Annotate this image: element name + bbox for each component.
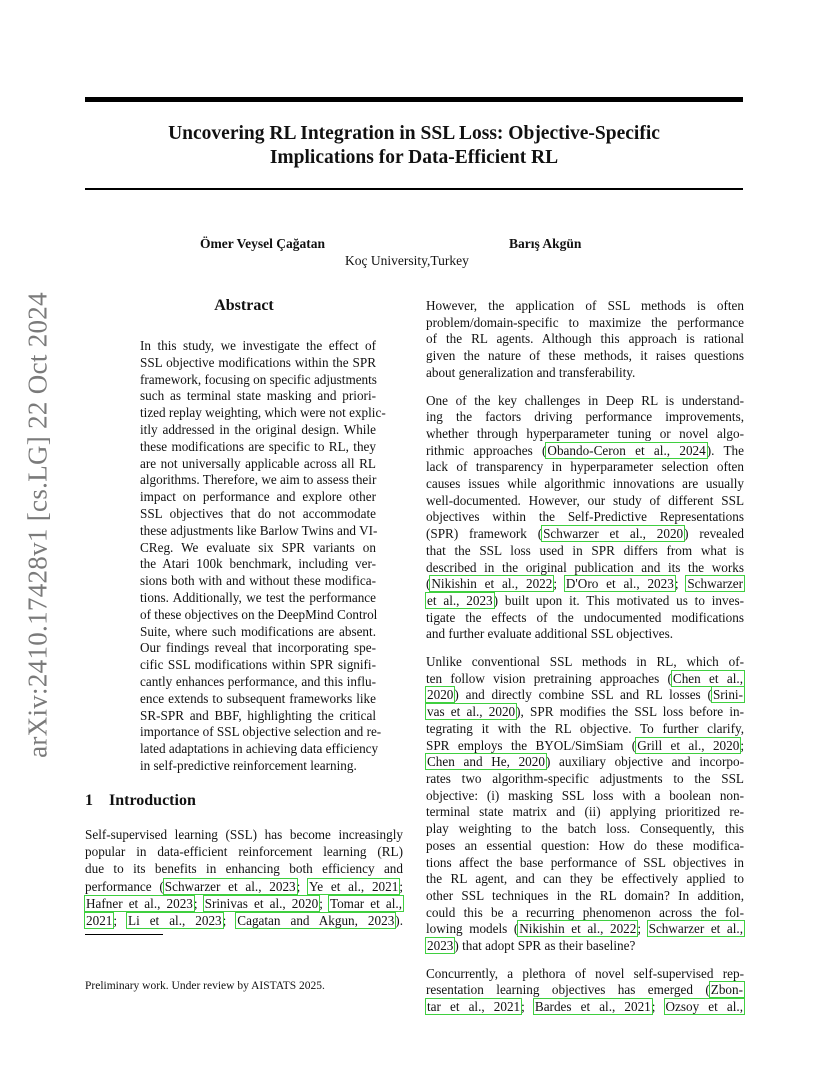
text-run: ) that adopt SPR as their baseline?	[454, 938, 636, 954]
text-line	[426, 771, 744, 788]
text-line	[426, 298, 744, 315]
text-run: are not universally applicable across all RL	[140, 455, 376, 471]
text-run: However, the application of SSL methods is often	[426, 298, 744, 313]
text-line	[85, 826, 403, 843]
paragraph	[426, 966, 744, 1016]
text-run: of these objectives on the DeepMind Control	[140, 606, 378, 622]
text-run: poses an essential question: How do these modifica-	[426, 837, 744, 853]
text-run: Concurrently, a plethora of novel self-supervised rep-	[426, 965, 744, 981]
text-run: other SSL techniques in the RL domain? In addition,	[426, 887, 744, 903]
text-line	[426, 315, 744, 332]
text-run: tions affect the base performance of SSL objectives in	[426, 854, 744, 870]
author-name: Ömer Veysel Çağatan	[200, 236, 325, 251]
citation-link[interactable]: Schwarzer et al., 2020	[543, 526, 684, 542]
text-run: could this be a recurring phenomenon across the fol-	[426, 904, 744, 920]
text-run: rithmic approaches (	[426, 442, 547, 458]
text-run: due to its benefits in enhancing both efficiency and	[85, 861, 403, 877]
text-line	[426, 982, 744, 999]
text-line	[426, 738, 744, 755]
section-number: 1	[85, 792, 93, 809]
title-line: Implications for Data-Efficient RL	[269, 147, 559, 168]
title-rule-bottom	[85, 188, 743, 190]
text-run: ;	[319, 895, 329, 911]
citation-link[interactable]: Schwarzer et al., 2023	[164, 878, 296, 894]
text-run: In this study, we investigate the effect of	[140, 338, 376, 353]
text-line	[140, 640, 376, 657]
text-run: ;	[553, 576, 565, 592]
text-run: ;	[637, 921, 648, 937]
text-run: ) and directly combine SSL and RL losses (	[454, 687, 712, 703]
text-run: sions both with and without these modifica-	[140, 573, 376, 589]
text-run: ;	[296, 878, 309, 894]
citation-link[interactable]: tar et al., 2021	[427, 999, 521, 1015]
text-line	[426, 838, 744, 855]
text-run: ;	[674, 576, 687, 592]
text-line	[426, 654, 744, 671]
text-line	[426, 721, 744, 738]
text-run: ) built upon it. This motivated us to inves-	[493, 592, 744, 608]
text-line	[426, 560, 744, 577]
text-line	[426, 409, 744, 426]
section-heading	[85, 792, 196, 810]
text-run: impact on performance and explore other	[140, 489, 376, 505]
text-run: terminal state matrix and (ii) applying prioritized re-	[426, 804, 744, 820]
text-line	[140, 372, 376, 389]
text-line	[140, 590, 376, 607]
text-line	[426, 576, 744, 593]
citation-link[interactable]: Hafner et al., 2023	[86, 895, 193, 911]
text-line	[140, 388, 376, 405]
paragraph	[426, 393, 744, 644]
text-run: popular in data-efficient reinforcement learning (RL)	[85, 844, 403, 860]
text-run: causes issues while algorithmic innovations are usually	[426, 476, 744, 492]
paragraph	[426, 298, 744, 382]
text-run: lack of transparency in hyperparameter selection often	[426, 459, 744, 475]
text-line	[426, 966, 744, 983]
text-line	[140, 724, 382, 741]
text-line	[140, 355, 376, 372]
text-run: SSL objective modifications within the SPR	[140, 354, 376, 370]
text-line	[140, 573, 376, 590]
text-run: about generalization and transferability.	[426, 364, 636, 380]
author-affiliation: Koç University,Turkey	[345, 253, 469, 268]
text-line	[426, 704, 744, 721]
text-run: ing the factors driving performance improvements,	[426, 409, 744, 425]
paragraph	[426, 654, 744, 955]
text-run: performance (	[85, 878, 164, 894]
text-run: ;	[651, 999, 665, 1015]
text-run: that the SSL loss used in SPR differs from what is	[426, 542, 744, 558]
text-line	[426, 459, 744, 476]
text-line	[426, 493, 744, 510]
text-run: ;	[740, 737, 744, 753]
text-run: and further evaluate additional SSL objectives.	[426, 626, 674, 642]
section-title: Introduction	[109, 792, 196, 809]
text-line	[85, 878, 403, 895]
text-line	[426, 921, 744, 938]
text-run: resentation learning objectives has emerged (	[426, 982, 710, 998]
text-run: given the nature of these methods, it raises questions	[426, 348, 744, 364]
text-run: Suite, where such modifications are absent.	[140, 623, 376, 639]
text-line	[426, 331, 744, 348]
text-run: ;	[222, 913, 237, 929]
text-run: ten follow vision pretraining approaches (	[426, 670, 672, 686]
citation-link[interactable]: 2021	[86, 913, 113, 929]
text-run: ence extends to subsequent frameworks like	[140, 690, 376, 706]
text-run: rates two algorithm-specific adjustments to the SSL	[426, 770, 744, 786]
text-line	[426, 855, 744, 872]
text-run: such as terminal state masking and priori-	[140, 388, 376, 404]
text-line	[426, 871, 744, 888]
text-run: (SPR) framework (	[426, 526, 543, 542]
text-run: these modifications are specific to RL, they	[140, 438, 376, 454]
text-line	[140, 456, 376, 473]
text-run: ;	[113, 913, 128, 929]
paper-title	[85, 122, 743, 170]
text-run: tegrating it with the RL objective. To further clarify,	[426, 720, 744, 736]
citation-link[interactable]: Li et al., 2023	[128, 913, 222, 929]
text-run: ;	[399, 878, 403, 894]
text-run: (	[426, 576, 431, 592]
text-run: SPR employs the BYOL/SimSiam (	[426, 737, 637, 753]
text-run: ) auxiliary objective and incorpo-	[545, 754, 744, 770]
text-line	[140, 523, 376, 540]
text-run: in self-predictive reinforcement learning.	[140, 757, 357, 773]
text-line	[426, 593, 744, 610]
citation-link[interactable]: D'Oro et al., 2023	[565, 576, 674, 592]
citation-link[interactable]: 2023	[427, 938, 454, 954]
text-line	[140, 489, 376, 506]
text-run: ;	[193, 895, 204, 911]
text-line	[426, 888, 744, 905]
text-line	[140, 405, 386, 422]
text-line	[426, 788, 744, 805]
citation-link[interactable]: Bardes et al., 2021	[534, 999, 651, 1015]
text-line	[140, 657, 376, 674]
citation-link[interactable]: Ozsoy et al.,	[665, 999, 743, 1015]
text-run: problem/domain-specific to maximize the performance	[426, 314, 744, 330]
text-line	[140, 607, 376, 624]
text-run: importance of SSL objective selection and re-	[140, 724, 382, 740]
text-line	[426, 348, 744, 365]
text-line	[426, 687, 744, 704]
text-line	[140, 674, 376, 691]
citation-link[interactable]: Tomar et al.,	[329, 895, 402, 911]
text-run: the RL agent, and can they be effectively applied to	[426, 871, 744, 887]
citation-link[interactable]: Schwarzer	[687, 576, 743, 592]
text-line	[426, 365, 744, 382]
text-line	[426, 671, 744, 688]
text-line	[140, 422, 376, 439]
text-line	[426, 938, 744, 955]
footnote-rule	[85, 934, 163, 935]
citation-link[interactable]: Cagatan and Akgun, 2023	[237, 913, 395, 929]
text-run: framework, focusing on specific adjustments	[140, 371, 377, 387]
text-run: One of the key challenges in Deep RL is understand-	[426, 392, 744, 408]
text-line	[140, 741, 379, 758]
text-run: SSL objectives that do not accommodate	[140, 505, 376, 521]
text-line	[140, 540, 376, 557]
text-line	[140, 472, 376, 489]
title-line: Uncovering RL Integration in SSL Loss: Objective-Specific	[168, 123, 660, 144]
text-line	[85, 912, 403, 929]
text-run: cific SSL modifications within SPR signifi-	[140, 657, 376, 673]
citation-link[interactable]: Nikishin et al., 2022	[431, 576, 553, 592]
text-run: described in the original publication and its the works	[426, 559, 744, 575]
text-run: ), SPR modifies the SSL loss before in-	[516, 704, 744, 720]
text-line	[426, 526, 744, 543]
text-run: Our findings reveal that incorporating spe-	[140, 640, 376, 656]
citation-link[interactable]: vas et al., 2020	[427, 704, 516, 720]
introduction-body	[85, 826, 403, 929]
text-run: Self-supervised learning (SSL) has become increasingly	[85, 827, 403, 842]
text-line	[426, 426, 744, 443]
text-line	[426, 476, 744, 493]
text-line	[426, 804, 744, 821]
citation-link[interactable]: Srini-	[712, 687, 743, 703]
text-run: tions. Additionally, we test the performance	[140, 589, 376, 605]
text-line	[426, 999, 744, 1016]
text-run: lowing models (	[426, 921, 519, 937]
text-line	[140, 506, 376, 523]
arxiv-identifier-text: arXiv:2410.17428v1 [cs.LG] 22 Oct 2024	[22, 292, 53, 758]
text-run: cantly enhances performance, and this influ-	[140, 673, 376, 689]
citation-link[interactable]: et al., 2023	[427, 592, 493, 608]
text-line	[426, 821, 744, 838]
text-line	[426, 626, 744, 643]
right-column	[426, 298, 744, 1027]
text-line	[140, 708, 376, 725]
citation-link[interactable]: Obando-Ceron et al., 2024	[547, 442, 706, 458]
text-run: the Atari 100k benchmark, including ver-	[140, 556, 376, 572]
footnote: Preliminary work. Under review by AISTATS 2025.	[85, 980, 325, 992]
text-line	[426, 543, 744, 560]
text-run: ;	[521, 999, 534, 1015]
citation-link[interactable]: 2020	[427, 687, 454, 703]
text-line	[426, 393, 744, 410]
citation-link[interactable]: Zbon-	[710, 982, 743, 998]
text-line	[426, 754, 744, 771]
text-line	[140, 691, 376, 708]
text-run: Unlike conventional SSL methods in RL, which of-	[426, 654, 744, 670]
text-run: objectives within the Self-Predictive Representations	[426, 509, 744, 525]
abstract-heading: Abstract	[214, 297, 274, 314]
text-line	[426, 610, 744, 627]
citation-link[interactable]: Schwarzer et al.,	[648, 921, 744, 937]
text-run: of the RL agents. Although this approach is rational	[426, 331, 744, 347]
text-line	[140, 758, 376, 775]
text-run: these adjustments like Barlow Twins and VI-	[140, 522, 378, 538]
text-run: well-documented. However, our study of different SSL	[426, 492, 744, 508]
text-line	[85, 860, 403, 877]
text-run: play weighting to the batch loss. Consequently, this	[426, 821, 744, 837]
author-name: Barış Akgün	[509, 236, 582, 251]
text-run: whether through hyperparameter tuning or novel algo-	[426, 425, 744, 441]
text-line	[140, 624, 376, 641]
text-line	[426, 905, 744, 922]
abstract-body	[140, 338, 386, 775]
title-rule-top	[85, 97, 743, 102]
text-run: algorithms. Therefore, we aim to assess their	[140, 472, 377, 488]
citation-link[interactable]: Nikishin et al., 2022	[519, 921, 637, 937]
text-line	[140, 556, 376, 573]
citation-link[interactable]: Srinivas et al., 2020	[204, 895, 319, 911]
text-line	[85, 843, 403, 860]
text-run: ) revealed	[684, 526, 744, 542]
arxiv-identifier	[18, 290, 58, 760]
text-run: ). The	[706, 442, 744, 458]
text-line	[140, 338, 376, 355]
text-run: tized replay weighting, which were not explic-	[140, 405, 386, 421]
text-run: itly addressed in the original design. While	[140, 421, 376, 437]
text-run: tigate the effects of the undocumented modifications	[426, 609, 744, 625]
text-run: objective: (i) masking SSL loss with a boolean non-	[426, 787, 744, 803]
text-run: SR-SPR and BBF, highlighting the critical	[140, 707, 376, 723]
text-run: ).	[395, 913, 403, 929]
text-line	[85, 895, 403, 912]
citation-link[interactable]: Ye et al., 2021	[309, 878, 399, 894]
text-line	[140, 439, 376, 456]
text-line	[426, 443, 744, 460]
citation-link[interactable]: Chen et al.,	[672, 670, 743, 686]
text-run: lated adaptations in achieving data efficiency	[140, 741, 379, 757]
text-run: CReg. We evaluate six SPR variants on	[140, 539, 376, 555]
citation-link[interactable]: Chen and He, 2020	[427, 754, 545, 770]
text-line	[426, 509, 744, 526]
citation-link[interactable]: Grill et al., 2020	[637, 737, 740, 753]
